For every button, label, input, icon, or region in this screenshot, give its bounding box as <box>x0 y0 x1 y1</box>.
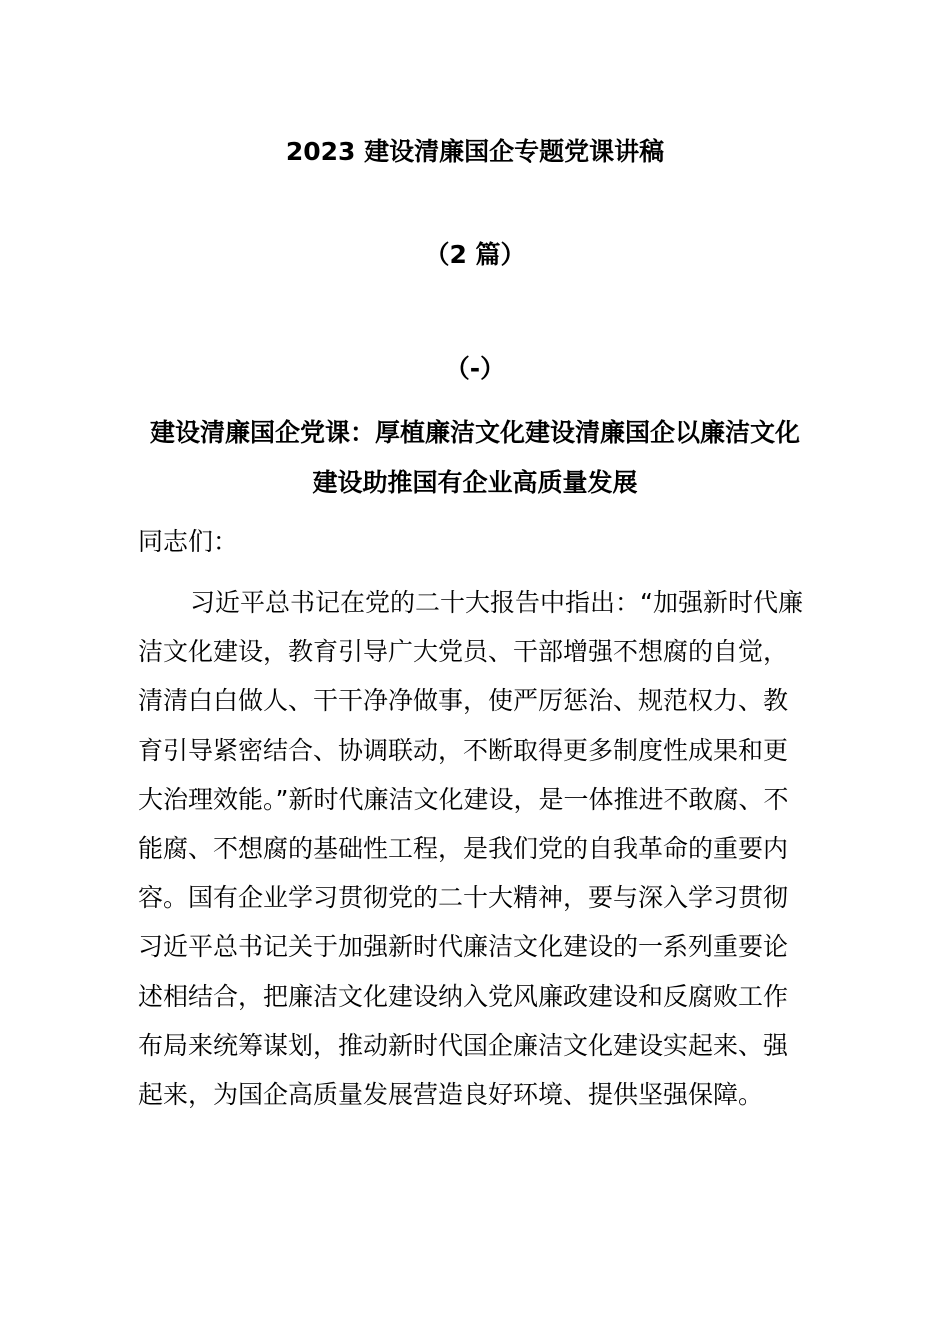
document-title: 2023 建设清廉国企专题党课讲稿 <box>285 137 665 166</box>
body-paragraph <box>138 578 818 1119</box>
part-marker: （-） <box>444 354 506 383</box>
paragraph-line: 习近平总书记在党的二十大报告中指出：“加强新时代廉 <box>190 588 803 617</box>
paragraph-line: 容。国有企业学习贯彻党的二十大精神，要与深入学习贯彻 <box>138 883 789 913</box>
paragraph-line: 能腐、不想腐的基础性工程，是我们党的自我革命的重要内 <box>138 834 789 864</box>
paragraph-line: 大治理效能。”新时代廉洁文化建设，是一体推进不敢腐、不 <box>138 784 789 814</box>
paragraph-line: 习近平总书记关于加强新时代廉洁文化建设的一系列重要论 <box>138 932 789 962</box>
paragraph-line: 清清白白做人、干干净净做事，使严厉惩治、规范权力、教 <box>138 686 789 716</box>
paragraph-line: 起来，为国企高质量发展营造良好环境、提供坚强保障。 <box>138 1080 764 1110</box>
paragraph-line: 述相结合，把廉洁文化建设纳入党风廉政建设和反腐败工作 <box>138 981 789 1011</box>
document-count: （2 篇） <box>424 240 526 269</box>
paragraph-line: 育引导紧密结合、协调联动，不断取得更多制度性成果和更 <box>138 735 789 765</box>
paragraph-line: 布局来统筹谋划，推动新时代国企廉洁文化建设实起来、强 <box>138 1030 789 1060</box>
article-heading <box>130 408 820 508</box>
article-heading-line: 建设助推国有企业高质量发展 <box>312 468 638 497</box>
salutation: 同志们： <box>138 527 239 556</box>
paragraph-line: 洁文化建设，教育引导广大党员、干部增强不想腐的自觉， <box>138 637 789 667</box>
article-heading-line: 建设清廉国企党课：厚植廉洁文化建设清廉国企以廉洁文化 <box>149 418 800 447</box>
